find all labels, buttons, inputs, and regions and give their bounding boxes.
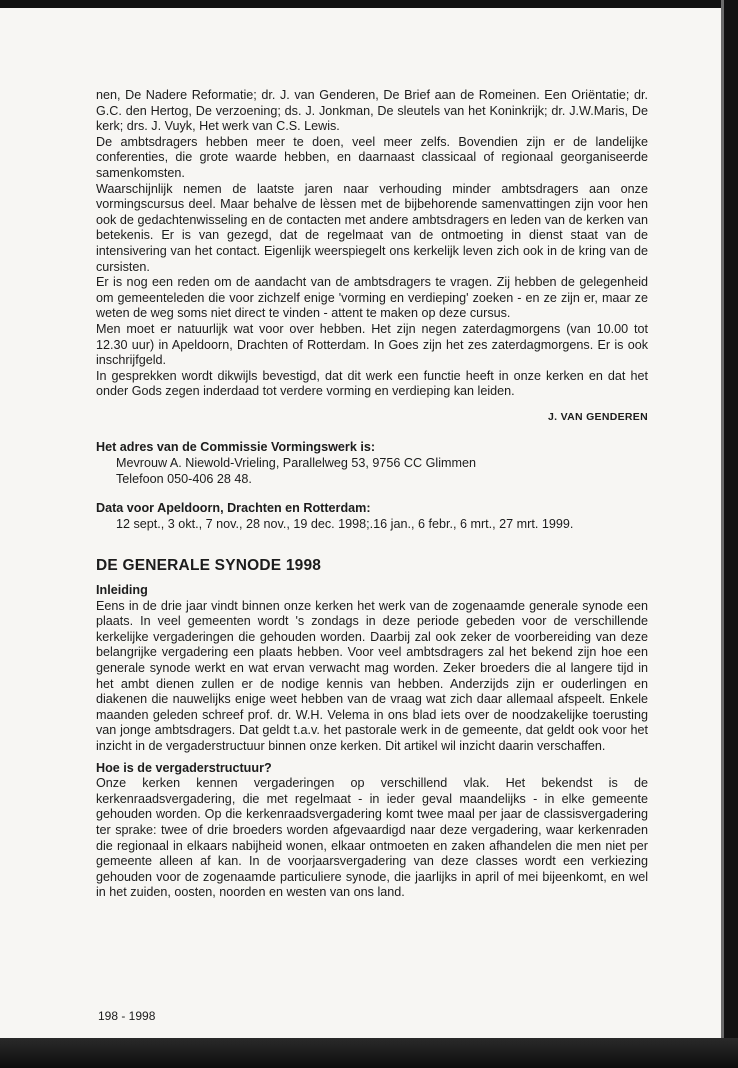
author-signature: J. VAN GENDEREN [548, 410, 648, 423]
body-paragraph: Waarschijnlijk nemen de laatste jaren naar verhouding minder ambtsdragers aan onze vormingscursus deel. Maar behalve de lèssen met de bijbehorende samenvattingen zijn voor hen ook de gedachtenwisseling en de contacten met andere ambtsdragers en leden van de kerken van betekenis. Er is van gezegd, dat de regelmaat van de ontmoeting in dienst staat van de intensivering van het contact. Eigenlijk weerspiegelt ons kerkelijk leven zich ook in de kring van de cursisten. [96, 181, 648, 274]
address-line: Mevrouw A. Niewold-Vrieling, Parallelweg 53, 9756 CC Glimmen [116, 456, 477, 471]
address-heading: Het adres van de Commissie Vormingswerk is: [96, 440, 376, 455]
body-paragraph: De ambtsdragers hebben meer te doen, veel meer zelfs. Bovendien zijn er de landelijke conferenties, die grote waarde hebben, en daarnaast classicaal of regionaal georganiseerde samenkomsten. [96, 134, 648, 180]
dates-heading: Data voor Apeldoorn, Drachten en Rotterdam: [96, 501, 371, 516]
phone-line: Telefoon 050-406 28 48. [116, 471, 252, 486]
body-paragraph: In gesprekken wordt dikwijls bevestigd, dat dit werk een functie heeft in onze kerken en dat het onder Gods zegen inderdaad tot verdere vorming en verdieping kan leiden. [96, 368, 648, 399]
page-top-edge [0, 0, 738, 8]
subheading-inleiding: Inleiding [96, 583, 148, 598]
body-paragraph: Men moet er natuurlijk wat voor over hebben. Het zijn negen zaterdagmorgens (van 10.00 tot 12.30 uur) in Apeldoorn, Drachten of Rotterdam. In Goes zijn het zes zaterdagmorgens. Er is ook inschrijfgeld. [96, 321, 648, 368]
section-title: DE GENERALE SYNODE 1998 [96, 557, 322, 575]
page-right-edge [724, 0, 738, 1068]
dates-line: 12 sept., 3 okt., 7 nov., 28 nov., 19 dec. 1998;.16 jan., 6 febr., 6 mrt., 27 mrt. 1999. [116, 516, 574, 531]
section-paragraph: Onze kerken kennen vergaderingen op verschillend vlak. Het bekendst is de kerkenraadsvergadering, die met regelmaat - in ieder geval maandelijks - in elke gemeente gehouden worden. Op die kerkenraadsvergadering komt twee maal per jaar de classisvergadering ter sprake: twee of drie broeders worden afgevaardigd naar deze vergadering, waar kerkenraden die regionaal in elkaars nabijheid wonen, elkaar ontmoeten en zaken afhandelen die men niet per gemeente alleen af kan. In de voorjaarsvergadering van deze classes wordt een verkiezing gehouden voor de zogenaamde particuliere synode, die jaarlijks in april of mei bijeenkomt, en wel in het zuiden, oosten, noorden en westen van ons land. [96, 776, 648, 900]
page-number: 198 - 1998 [98, 1009, 156, 1023]
page-bottom-edge [0, 1038, 738, 1068]
document-page [96, 88, 648, 901]
body-paragraph: nen, De Nadere Reformatie; dr. J. van Genderen, De Brief aan de Romeinen. Een Oriëntatie; dr. G.C. den Hertog, De verzoening; ds. J. Jonkman, De sleutels van het Koninkrijk; dr. J.W.Maris, De kerk; drs. J. Vuyk, Het werk van C.S. Lewis. [96, 88, 648, 134]
section-paragraph: Eens in de drie jaar vindt binnen onze kerken het werk van de zogenaamde generale synode een plaats. In veel gemeenten wordt 's zondags in deze periode gebeden voor de verschillende kerkelijke vergaderingen die gehouden worden. Daarbij zal ook zeker de voorbereiding van deze belangrijke vergadering een plaats hebben. Voor veel ambtsdragers zal het bekend zijn hoe een generale synode werkt en wat ervan verwacht mag worden. Zeker broeders die al langere tijd in het ambt dienen zullen er de nodige kennis van hebben. Anderzijds zijn er ouderlingen en diakenen die nauwelijks enige weet hebben van de vraag wat zich daar allemaal afspeelt. Enkele maanden geleden schreef prof. dr. W.H. Velema in ons blad iets over de noodzakelijke toerusting van jonge ambtsdragers. Dat geldt t.a.v. het pastorale werk in de gemeente, dat geldt ook voor het inzicht in de vergaderstructuur binnen onze kerken. Dit artikel wil inzicht daarin verschaffen. [96, 598, 648, 753]
subheading-vergaderstructuur: Hoe is de vergaderstructuur? [96, 760, 272, 775]
body-paragraph: Er is nog een reden om de aandacht van de ambtsdragers te vragen. Zij hebben de gelegenheid om gemeenteleden die voor zichzelf enige 'vorming en verdieping' zoeken - en ze zijn er, maar ze weten de weg soms niet direct te vinden - attent te maken op deze cursus. [96, 275, 648, 321]
